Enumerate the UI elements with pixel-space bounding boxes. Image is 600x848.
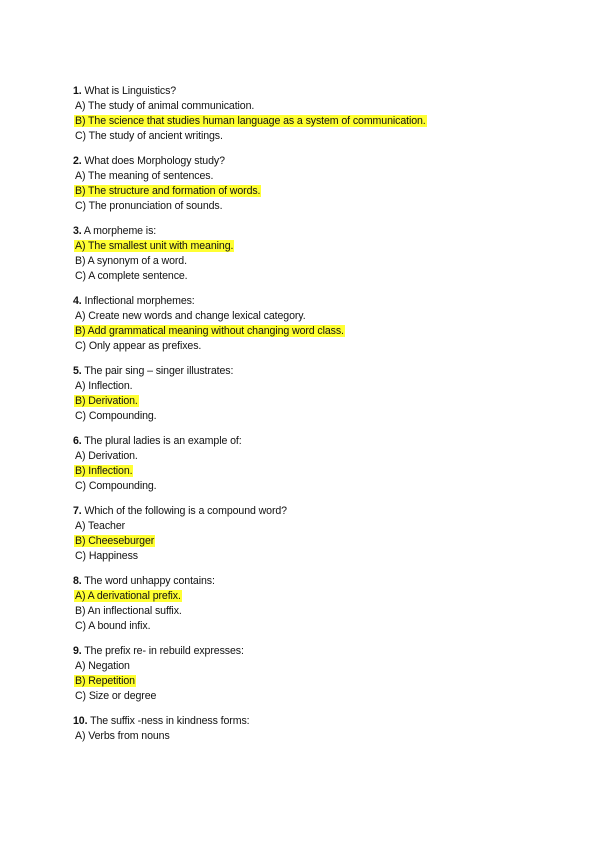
question-block xyxy=(73,714,543,744)
question-text: The prefix re- in rebuild expresses: xyxy=(84,645,244,657)
question-block xyxy=(73,154,543,214)
question-text: A morpheme is: xyxy=(83,225,157,237)
answer-option xyxy=(73,324,543,339)
question-list xyxy=(73,84,543,744)
question-line xyxy=(73,294,543,309)
answer-option xyxy=(73,549,543,564)
answer-text: A) Teacher xyxy=(75,520,126,532)
question-line xyxy=(73,84,543,99)
question-line xyxy=(73,434,543,449)
answer-text: A) Derivation. xyxy=(75,450,138,462)
answer-text: A) Negation xyxy=(75,660,130,672)
answer-text: C) Compounding. xyxy=(75,480,157,492)
document-page xyxy=(73,84,543,754)
answer-option xyxy=(73,659,543,674)
highlighted-answer-text: B) Cheeseburger xyxy=(75,535,155,547)
answer-option xyxy=(73,339,543,354)
question-line xyxy=(73,714,543,729)
answer-text: A) Create new words and change lexical category. xyxy=(75,310,306,322)
answer-option xyxy=(73,269,543,284)
highlighted-answer-text: B) Repetition xyxy=(75,675,135,687)
question-block xyxy=(73,644,543,704)
answer-text: A) Verbs from nouns xyxy=(75,730,170,742)
question-block xyxy=(73,224,543,284)
answer-option xyxy=(73,239,543,254)
answer-option xyxy=(73,114,543,129)
question-text: The pair sing – singer illustrates: xyxy=(84,365,234,377)
question-block xyxy=(73,504,543,564)
highlighted-answer-text: B) Derivation. xyxy=(75,395,138,407)
answer-text: C) Only appear as prefixes. xyxy=(75,340,202,352)
question-line xyxy=(73,504,543,519)
question-line xyxy=(73,364,543,379)
question-block xyxy=(73,84,543,144)
question-text: The plural ladies is an example of: xyxy=(84,435,242,447)
answer-option xyxy=(73,449,543,464)
highlighted-answer-text: A) The smallest unit with meaning. xyxy=(75,240,234,252)
answer-text: C) Size or degree xyxy=(75,690,157,702)
answer-option xyxy=(73,479,543,494)
answer-option xyxy=(73,519,543,534)
question-number: 6. xyxy=(73,435,82,447)
answer-option xyxy=(73,99,543,114)
question-number: 10. xyxy=(73,715,88,727)
answer-option xyxy=(73,729,543,744)
highlighted-answer-text: B) The science that studies human language as a system of communication. xyxy=(75,115,426,127)
answer-option xyxy=(73,379,543,394)
answer-option xyxy=(73,184,543,199)
question-text: What is Linguistics? xyxy=(84,85,177,97)
answer-option xyxy=(73,534,543,549)
answer-text: C) Happiness xyxy=(75,550,138,562)
answer-option xyxy=(73,619,543,634)
answer-text: A) The study of animal communication. xyxy=(75,100,255,112)
question-line xyxy=(73,154,543,169)
answer-text: C) A complete sentence. xyxy=(75,270,188,282)
answer-text: A) The meaning of sentences. xyxy=(75,170,214,182)
answer-option xyxy=(73,199,543,214)
answer-text: B) A synonym of a word. xyxy=(75,255,187,267)
question-number: 1. xyxy=(73,85,82,97)
question-text: The word unhappy contains: xyxy=(84,575,215,587)
answer-option xyxy=(73,409,543,424)
answer-option xyxy=(73,254,543,269)
question-number: 5. xyxy=(73,365,82,377)
answer-text: B) An inflectional suffix. xyxy=(75,605,182,617)
answer-text: C) Compounding. xyxy=(75,410,157,422)
question-block xyxy=(73,574,543,634)
answer-option xyxy=(73,689,543,704)
answer-option xyxy=(73,604,543,619)
answer-option xyxy=(73,169,543,184)
question-number: 9. xyxy=(73,645,82,657)
highlighted-answer-text: B) Inflection. xyxy=(75,465,133,477)
answer-option xyxy=(73,394,543,409)
question-line xyxy=(73,574,543,589)
answer-text: C) A bound infix. xyxy=(75,620,151,632)
question-number: 7. xyxy=(73,505,82,517)
highlighted-answer-text: A) A derivational prefix. xyxy=(75,590,181,602)
question-text: Which of the following is a compound word? xyxy=(84,505,287,517)
answer-option xyxy=(73,309,543,324)
answer-text: C) The pronunciation of sounds. xyxy=(75,200,223,212)
answer-option xyxy=(73,589,543,604)
answer-option xyxy=(73,464,543,479)
question-text: What does Morphology study? xyxy=(84,155,225,167)
question-block xyxy=(73,434,543,494)
question-text: The suffix -ness in kindness forms: xyxy=(90,715,250,727)
question-block xyxy=(73,364,543,424)
question-line xyxy=(73,224,543,239)
question-line xyxy=(73,644,543,659)
question-number: 3. xyxy=(73,225,82,237)
highlighted-answer-text: B) The structure and formation of words. xyxy=(75,185,261,197)
answer-option xyxy=(73,129,543,144)
highlighted-answer-text: B) Add grammatical meaning without changing word class. xyxy=(75,325,344,337)
question-number: 2. xyxy=(73,155,82,167)
question-block xyxy=(73,294,543,354)
answer-text: A) Inflection. xyxy=(75,380,133,392)
answer-option xyxy=(73,674,543,689)
question-number: 8. xyxy=(73,575,82,587)
question-text: Inflectional morphemes: xyxy=(84,295,195,307)
answer-text: C) The study of ancient writings. xyxy=(75,130,223,142)
question-number: 4. xyxy=(73,295,82,307)
